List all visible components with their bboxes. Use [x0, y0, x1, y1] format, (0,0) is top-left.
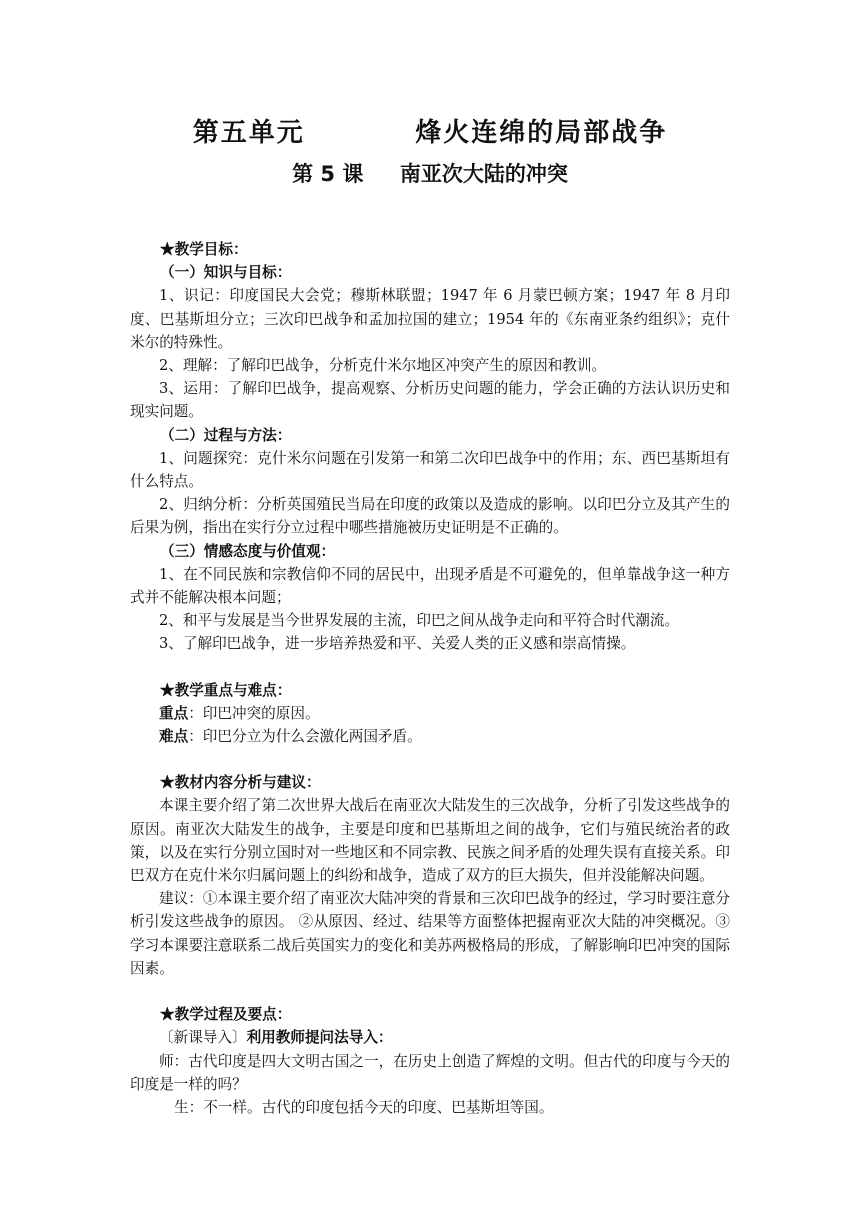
process-heading: （二）过程与方法：: [160, 426, 292, 444]
document-body: [130, 238, 730, 1119]
key-point: [130, 702, 730, 725]
attitude-item-2: 2、和平与发展是当今世界发展的主流，印巴之间从战争走向和平符合时代潮流。: [159, 612, 680, 630]
knowledge-item-1: 1、识记：印度国民大会党；穆斯林联盟；1947 年 6 月蒙巴顿方案；1947 年 8 月印度、巴基斯坦分立；三次印巴战争和孟加拉国的建立；1954 年的《东南亚条约组织》；克什米尔的特殊性。: [130, 287, 730, 351]
analysis-paragraph-2: 建议：①本课主要介绍了南亚次大陆冲突的背景和三次印巴战争的经过，学习时要注意分析引发这些战争的原因。 ②从原因、经过、结果等方面整体把握南亚次大陆的冲突概况。③学习本课要注意联系二战后英国实力的变化和美苏两极格局的形成，了解影响印巴冲突的国际因素。: [130, 890, 730, 977]
process-item-1: 1、问题探究：克什米尔问题在引发第一和第二次印巴战争中的作用；东、西巴基斯坦有什么特点。: [130, 449, 730, 491]
spacer: [130, 980, 730, 1003]
lesson-title: 第 5 课 南亚次大陆的冲突: [292, 162, 568, 186]
spacer: [130, 748, 730, 771]
analysis-heading: ★教材内容分析与建议：: [160, 774, 321, 792]
knowledge-item-3: 3、运用：了解印巴战争，提高观察、分析历史问题的能力，学会正确的方法认识历史和现实问题。: [130, 380, 730, 421]
attitude-heading: （三）情感态度与价值观：: [160, 542, 336, 560]
intro-line: [130, 1026, 730, 1049]
attitude-item-3: 3、了解印巴战争，进一步培养热爱和平、关爱人类的正义感和崇高情操。: [159, 635, 636, 653]
teaching-process-heading: ★教学过程及要点：: [160, 1006, 292, 1024]
teacher-line: 师：古代印度是四大文明古国之一，在历史上创造了辉煌的文明。但古代的印度与今天的印度是一样的吗？: [130, 1052, 730, 1093]
key-text: ：印巴冲突的原因。: [188, 704, 320, 722]
difficult-label: 难点: [159, 728, 189, 746]
key-label: 重点: [159, 704, 189, 722]
knowledge-heading: （一）知识与目标：: [160, 264, 292, 282]
objectives-heading: ★教学目标：: [160, 241, 248, 258]
attitude-item-1: 1、在不同民族和宗教信仰不同的居民中，出现矛盾是不可避免的，但单靠战争这一种方式并不能解决根本问题；: [130, 565, 730, 607]
analysis-paragraph-1: 本课主要介绍了第二次世界大战后在南亚次大陆发生的三次战争，分析了引发这些战争的原因。南亚次大陆发生的战争，主要是印度和巴基斯坦之间的战争，它们与殖民统治者的政策，以及在实行分别立国时对一些地区和不同宗教、民族之间矛盾的处理失误有直接关系。印巴双方在克什米尔归属问题上的纠纷和战争，造成了双方的巨大损失，但并没能解决问题。: [130, 797, 730, 885]
keypoints-heading: ★教学重点与难点：: [160, 681, 292, 699]
spacer: [130, 656, 730, 679]
unit-title: 第五单元 烽火连绵的局部战争: [192, 118, 668, 148]
knowledge-item-2: 2、理解：了解印巴战争，分析克什米尔地区冲突产生的原因和教训。: [159, 357, 607, 375]
process-item-2: 2、归纳分析：分析英国殖民当局在印度的政策以及造成的影响。以印巴分立及其产生的后果为例，指出在实行分立过程中哪些措施被历史证明是不正确的。: [130, 496, 730, 537]
intro-prefix: 〔新课导入〕: [159, 1029, 247, 1047]
difficult-point: [130, 725, 730, 748]
student-line: 生：不一样。古代的印度包括今天的印度、巴基斯坦等国。: [174, 1098, 554, 1116]
difficult-text: ：印巴分立为什么会激化两国矛盾。: [188, 728, 422, 746]
intro-bold: 利用教师提问法导入：: [246, 1029, 393, 1047]
